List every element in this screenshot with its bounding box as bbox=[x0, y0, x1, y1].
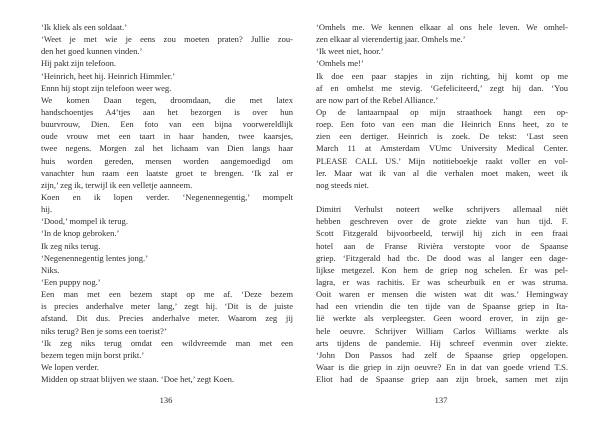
text-line: zen elkaar al vierendertig jaar. Omhels me.’ bbox=[316, 34, 466, 45]
text-line: buurvrouw, Dien. Een foto van een bijna voorwereldlijk bbox=[41, 119, 293, 130]
text-line: is precies anderhalve meter lang,’ zegt hij. ‘Dit is de juiste bbox=[41, 301, 293, 312]
text-line: bezem tegen mijn borst prikt.’ bbox=[41, 349, 145, 360]
text-line: roep. Een foto van een man die Heinrich Enns heet, zo te bbox=[316, 119, 568, 130]
text-line: zien een dertiger. Heinrich is zoek. De tekst: ‘Last seen bbox=[316, 131, 568, 142]
text-line: vanachter hun raam een laatste groet te brengen. ‘Ik zal er bbox=[41, 167, 293, 178]
text-line: Ik doe een paar stapjes in zijn richting, hij komt op me bbox=[316, 70, 568, 81]
text-line: Waar is die griep in zijn oeuvre? En in dat van goede vriend T.S. bbox=[316, 361, 568, 372]
text-line: Scott Fitzgerald bijvoorbeeld, terwijl hij zich in een fraai bbox=[316, 228, 568, 239]
text-line: huis worden gereden, mensen worden aangemoedigd om bbox=[41, 155, 293, 166]
text-line: We lopen verder. bbox=[41, 361, 99, 372]
text-line: Dimitri Verhulst noteert welke schrijvers allemaal niët bbox=[316, 204, 568, 215]
text-line: had een vriendin die ten tijde van de Spaanse griep in Ita- bbox=[316, 301, 568, 312]
right-page-text bbox=[316, 21, 568, 385]
text-line: Hij pakt zijn telefoon. bbox=[41, 58, 117, 69]
text-line: March 11 at Amsterdam VUmc University Medical Center. bbox=[316, 143, 568, 154]
text-line: lijkse metgezel. Kon hem de griep nog schelen. Er was pel- bbox=[316, 264, 568, 275]
text-line: Midden op straat blijven we staan. ‘Doe het,’ zegt Koen. bbox=[41, 374, 235, 385]
text-line: ‘John Don Passos had zelf de Spaanse griep opgelopen. bbox=[316, 349, 568, 360]
text-line: hij. bbox=[41, 204, 53, 215]
text-line: lagra, er was rachitis. Er was scheurbuik en er was struma. bbox=[316, 276, 568, 287]
text-line: ler. Maar wat ik van al die verhalen moet maken, weet ik bbox=[316, 167, 568, 178]
text-line: Niks. bbox=[41, 264, 60, 275]
text-line: Ik zeg niks terug. bbox=[41, 240, 101, 251]
text-line: ‘Weet je met wie je eens zou moeten praten? Jullie zou- bbox=[41, 34, 293, 45]
text-line: oude vrouw met een taart in haar handen, twee kaarsjes, bbox=[41, 131, 293, 142]
text-line: ‘Negenennegentig lentes jong.’ bbox=[41, 252, 149, 263]
text-line: afstand. Dit dus. Precies anderhalve meter. Waarom zeg jij bbox=[41, 313, 293, 324]
text-line: handschoentjes A4’tjes aan het bezorgen is over hun bbox=[41, 106, 293, 117]
text-line: lië werkte als verpleegster. Geen woord erover, in zijn ge- bbox=[316, 313, 568, 324]
text-line: arts tijdens de pandemie. Hij schreef evenmin over ziekte. bbox=[316, 337, 568, 348]
text-line: ‘Ik kliek als een soldaat.’ bbox=[41, 22, 128, 32]
text-line: Eliot had de Spaanse griep aan zijn broek, samen met zijn bbox=[316, 374, 568, 385]
text-line: are now part of the Rebel Alliance.’ bbox=[316, 94, 439, 105]
text-line: ‘Heinrich, heet hij. Heinrich Himmler.’ bbox=[41, 70, 176, 81]
text-line: ‘In de knop gebroken.’ bbox=[41, 228, 120, 239]
text-line bbox=[316, 191, 568, 203]
left-page-number: 136 bbox=[159, 395, 173, 405]
text-line: twee negens. Morgen zal het lichaam van Dien langs haar bbox=[41, 143, 293, 154]
text-line: zijn,’ zeg ik, terwijl ik een velletje aanneem. bbox=[41, 179, 193, 190]
text-line: ‘Omhels me. We kennen elkaar al ons hele leven. We omhel- bbox=[316, 22, 568, 32]
text-line: ‘Een puppy nog.’ bbox=[41, 276, 101, 287]
text-line: nog steeds niet. bbox=[316, 179, 369, 190]
text-line: We komen Daan tegen, droomdaan, die met latex bbox=[41, 94, 293, 105]
text-line: ‘Dood,’ mompel ik terug. bbox=[41, 216, 128, 227]
text-line: ‘Ik zeg niks terug omdat een wildvreemde man met een bbox=[41, 337, 293, 348]
text-line: ‘Ik weet niet, hoor.’ bbox=[316, 46, 384, 57]
text-line: hotel aan de Franse Rivièra verstopte voor de Spaanse bbox=[316, 240, 568, 251]
text-line: hebben geschreven over de grote ziekte van hun tijd. F. bbox=[316, 216, 568, 227]
text-line: niks terug? Ben je soms een toerist?’ bbox=[41, 325, 167, 336]
left-page-text bbox=[41, 21, 293, 385]
text-line: Ennn hij stopt zijn telefoon weer weg. bbox=[41, 82, 172, 93]
text-line: Een man met een bezem stapt op me af. ‘Deze bezem bbox=[41, 289, 293, 300]
right-page-number: 137 bbox=[434, 395, 448, 405]
text-line: hele oeuvre. Schrijver William Carlos Williams werkte als bbox=[316, 325, 568, 336]
text-line: den het goed kunnen vinden.’ bbox=[41, 46, 143, 57]
text-line: ‘Omhels me!’ bbox=[316, 58, 364, 69]
text-line: af en omhelst me stevig. ‘Gefeliciteerd,’ zegt hij dan. ‘You bbox=[316, 82, 568, 93]
text-line: Op de lantaarnpaal op mijn straathoek hangt een op- bbox=[316, 106, 568, 117]
text-line: Ooit waren er mensen die wisten wat dit was.’ Hemingway bbox=[316, 289, 568, 300]
text-line: Koen en ik lopen verder. ‘Negenennegentig,’ mompelt bbox=[41, 191, 293, 202]
text-line: PLEASE CALL US.’ Mijn notitieboekje raakt voller en vol- bbox=[316, 155, 568, 166]
text-line: griep. ‘Fitzgerald had tbc. De dood was al langer een dage- bbox=[316, 252, 568, 263]
